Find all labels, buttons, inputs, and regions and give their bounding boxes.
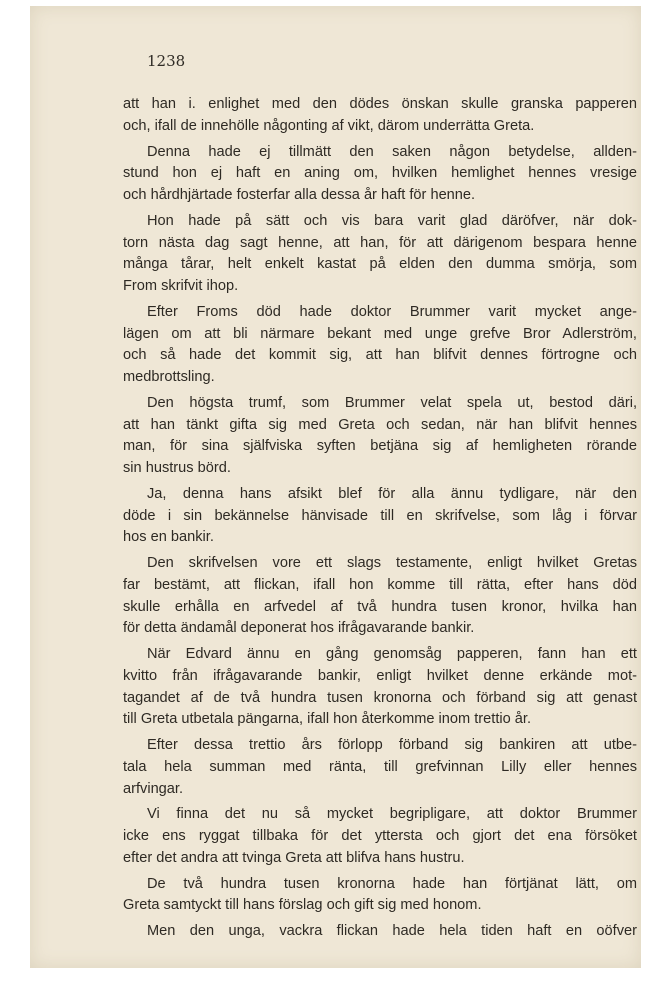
text-line: lägen om att bli närmare bekant med unge grefve Bror Adlerström, bbox=[123, 325, 637, 342]
paragraph bbox=[123, 94, 637, 138]
text-line: arfvingar. bbox=[123, 780, 184, 797]
paragraph bbox=[123, 484, 637, 549]
text-line: många tårar, helt enkelt kastat på elden den dumma smörja, som bbox=[123, 256, 637, 273]
text-line: Greta samtyckt till hans förslag och gift sig med honom. bbox=[123, 897, 482, 914]
text-line: skulle erhålla en arfvedel af två hundra tusen kronor, hvilka han bbox=[123, 598, 637, 615]
text-line: Ja, denna hans afsikt blef för alla ännu tydligare, när den bbox=[147, 485, 637, 502]
text-line: När Edvard ännu en gång genomsåg papperen, fann han ett bbox=[147, 646, 637, 662]
paragraph bbox=[123, 302, 637, 389]
text-line: torn nästa dag sagt henne, att han, för att därigenom bespara henne bbox=[123, 234, 637, 251]
text-line: och hårdhjärtade fosterfar alla dessa år haft för henne. bbox=[123, 187, 476, 203]
paragraph bbox=[123, 804, 637, 869]
paragraph bbox=[123, 921, 637, 943]
text-line: och så hade det kommit sig, att han blifvit dennes förtrogne och bbox=[123, 347, 637, 364]
text-line: och, ifall de innehölle någonting af vikt, därom underrätta Greta. bbox=[123, 117, 535, 134]
text-line: att han i. enlighet med den dödes önskan skulle granska papperen bbox=[123, 96, 637, 112]
text-line: Efter dessa trettio års förlopp förband sig bankiren att utbe- bbox=[147, 737, 637, 753]
text-line: Vi finna det nu så mycket begripligare, att doktor Brummer bbox=[147, 806, 637, 823]
scanned-page bbox=[30, 6, 641, 968]
text-line: stund hon ej haft en aning om, hvilken hemlighet hennes vresige bbox=[123, 165, 637, 182]
text-line: hos en bankir. bbox=[123, 529, 214, 546]
text-line: Den skrifvelsen vore ett slags testamente, enligt hvilket Gretas bbox=[147, 555, 637, 571]
body-text bbox=[123, 94, 637, 943]
paragraph bbox=[123, 735, 637, 800]
text-line: medbrottsling. bbox=[123, 369, 215, 385]
text-line: för detta ändamål deponerat hos ifrågavarande bankir. bbox=[123, 620, 475, 637]
text-line: De två hundra tusen kronorna hade han förtjänat lätt, om bbox=[147, 875, 637, 892]
text-line: döde i sin bekännelse hänvisade till en skrifvelse, som låg i förvar bbox=[123, 507, 637, 524]
paragraph bbox=[123, 553, 637, 640]
text-line: tala hela summan med ränta, till grefvinnan Lilly eller hennes bbox=[123, 758, 637, 775]
text-line: Efter Froms död hade doktor Brummer varit mycket ange- bbox=[147, 303, 637, 320]
text-line: Denna hade ej tillmätt den saken någon betydelse, allden- bbox=[147, 143, 637, 160]
text-line: att han tänkt gifta sig med Greta och sedan, när han blifvit hennes bbox=[123, 416, 637, 433]
text-line: From skrifvit ihop. bbox=[123, 278, 239, 294]
paragraph bbox=[123, 644, 637, 731]
text-line: man, för sina själfviska syften betjäna sig af hemligheten rörande bbox=[123, 438, 637, 455]
text-line: till Greta utbetala pängarna, ifall hon återkomme inom trettio år. bbox=[123, 711, 532, 728]
text-line: tagandet af de två hundra tusen kronorna och förband sig att genast bbox=[123, 689, 637, 706]
text-line: Den högsta trumf, som Brummer velat spela ut, bestod däri, bbox=[147, 394, 637, 411]
text-line: Men den unga, vackra flickan hade hela tiden haft en oöfver bbox=[147, 923, 637, 939]
page-number: 1238 bbox=[147, 52, 186, 70]
text-line: icke ens ryggat tillbaka för det yttersta och gjort det ena försöket bbox=[123, 828, 637, 844]
paragraph bbox=[123, 874, 637, 918]
text-line: efter det andra att tvinga Greta att blifva hans hustru. bbox=[123, 849, 465, 866]
paragraph bbox=[123, 211, 637, 298]
text-line: Hon hade på sätt och vis bara varit glad däröfver, när dok- bbox=[147, 212, 637, 229]
paragraph bbox=[123, 393, 637, 480]
text-line: kvitto från ifrågavarande bankir, enligt hvilket denne erkände mot- bbox=[123, 667, 637, 684]
text-line: sin hustrus börd. bbox=[123, 460, 231, 476]
text-line: far bestämt, att flickan, ifall hon komme till rätta, efter hans död bbox=[123, 576, 637, 593]
paragraph bbox=[123, 142, 637, 207]
